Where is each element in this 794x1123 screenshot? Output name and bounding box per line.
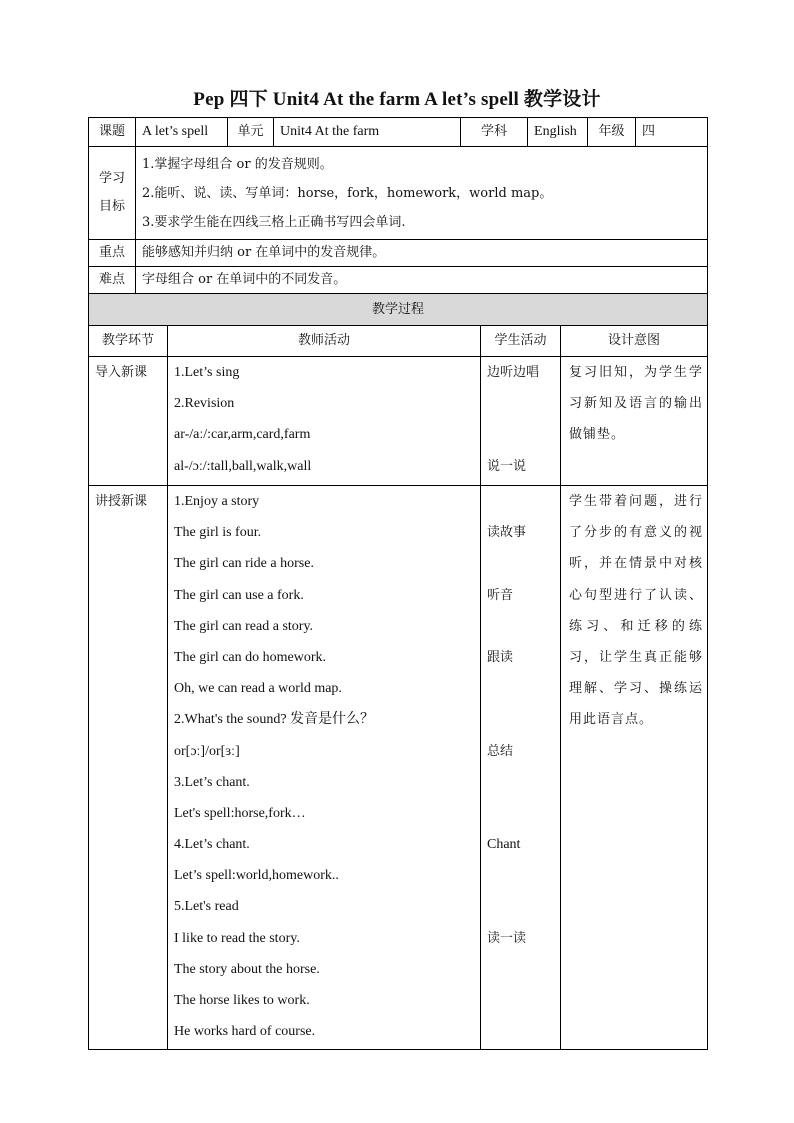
- teacher-line: Let’s spell:world,homework..: [174, 868, 339, 884]
- teacher-line: The girl can read a story.: [174, 618, 314, 634]
- teacher-line: The girl can ride a horse.: [174, 556, 314, 572]
- student-line: Chant: [487, 837, 521, 853]
- teach-purpose: 学生带着问题，进行了分步的有意义的视听，并在情景中对核心句型进行了认读、练习、和迁移的练习，让学生真正能够理解、学习、操练运用此语言点。: [561, 486, 708, 1050]
- student-line: [487, 798, 554, 829]
- intro-student: [481, 357, 561, 486]
- intro-purpose: 复习旧知，为学生学习新知及语言的输出做铺垫。: [561, 357, 708, 486]
- teach-row: [89, 486, 708, 1050]
- teach-teacher: [168, 486, 481, 1050]
- teacher-line: The horse likes to work.: [174, 993, 310, 1008]
- topic-value: A let’s spell: [136, 118, 228, 147]
- student-line: [487, 767, 554, 798]
- intro-stage: 导入新课: [89, 357, 168, 486]
- column-header-purpose: 设计意图: [561, 326, 708, 357]
- student-line: [487, 985, 554, 1016]
- teacher-line: The girl can do homework.: [174, 649, 327, 665]
- student-line: [487, 611, 554, 642]
- teacher-line: or[ɔː]/or[ɜː]: [174, 743, 240, 759]
- teacher-line: al-/ɔː/:tall,ball,walk,wall: [174, 458, 312, 474]
- teacher-line: 2.Revision: [174, 396, 235, 412]
- student-line: 读一读: [487, 930, 527, 946]
- student-line: [487, 548, 554, 579]
- objectives-label: 学习 目标: [89, 147, 136, 240]
- objective-item: 1.掌握字母组合 or 的发音规则。: [142, 156, 333, 172]
- teacher-line: I like to read the story.: [174, 930, 300, 946]
- column-header-row: [89, 326, 708, 357]
- grade-value: 四: [636, 118, 708, 147]
- student-line: [487, 891, 554, 922]
- student-line: 听音: [487, 587, 514, 603]
- difficulty-label: 难点: [89, 267, 136, 294]
- teacher-line: The girl can use a fork.: [174, 587, 304, 603]
- subject-label: 学科: [461, 118, 528, 147]
- key-point-row: [89, 240, 708, 267]
- student-line: 总结: [487, 743, 514, 759]
- column-header-teacher: 教师活动: [168, 326, 481, 357]
- topic-label: 课题: [89, 118, 136, 147]
- objective-item: 3.要求学生能在四线三格上正确书写四会单词.: [142, 214, 406, 230]
- subject-value: English: [528, 118, 588, 147]
- student-line: [487, 673, 554, 704]
- student-line: 边听边唱: [487, 365, 540, 380]
- teacher-line: Oh, we can read a world map.: [174, 681, 342, 697]
- header-row: [89, 118, 708, 147]
- column-header-student: 学生活动: [481, 326, 561, 357]
- student-line: [487, 388, 554, 419]
- teach-stage: 讲授新课: [89, 486, 168, 1050]
- key-point-label: 重点: [89, 240, 136, 267]
- teacher-line: 5.Let's read: [174, 899, 239, 915]
- teacher-line: 1.Enjoy a story: [174, 494, 260, 509]
- student-line: [487, 419, 554, 450]
- intro-teacher: [168, 357, 481, 486]
- teacher-line: ar-/aː/:car,arm,card,farm: [174, 427, 311, 443]
- difficulty-text: 字母组合 or 在单词中的不同发音。: [136, 267, 708, 294]
- student-line: [487, 860, 554, 891]
- process-header: 教学过程: [89, 294, 708, 326]
- teacher-line: 1.Let’s sing: [174, 365, 240, 380]
- teacher-line: 3.Let’s chant.: [174, 774, 250, 790]
- teach-student: [481, 486, 561, 1050]
- teacher-line: 4.Let’s chant.: [174, 837, 250, 853]
- objectives-row: [89, 147, 708, 240]
- grade-label: 年级: [588, 118, 636, 147]
- objective-item: 2.能听、说、读、写单词：horse，fork，homework，world map。: [142, 185, 553, 201]
- teacher-line: 2.What's the sound? 发音是什么？: [174, 712, 375, 728]
- unit-label: 单元: [228, 118, 274, 147]
- intro-row: [89, 357, 708, 486]
- key-point-text: 能够感知并归纳 or 在单词中的发音规律。: [136, 240, 708, 267]
- student-line: [487, 954, 554, 985]
- lesson-plan-table: [88, 117, 708, 1050]
- student-line: 说一说: [487, 458, 527, 474]
- process-header-row: [89, 294, 708, 326]
- objectives-list: [136, 147, 708, 240]
- teacher-line: The story about the horse.: [174, 961, 320, 977]
- student-line: [487, 486, 554, 517]
- column-header-stage: 教学环节: [89, 326, 168, 357]
- difficulty-row: [89, 267, 708, 294]
- page-title: Pep 四下 Unit4 At the farm A let’s spell 教学设计: [193, 89, 601, 110]
- teacher-line: Let's spell:horse,fork…: [174, 805, 306, 821]
- student-line: [487, 1016, 554, 1047]
- teacher-line: The girl is four.: [174, 525, 262, 541]
- unit-value: Unit4 At the farm: [274, 118, 461, 147]
- student-line: 跟读: [487, 649, 514, 665]
- teacher-line: He works hard of course.: [174, 1024, 316, 1040]
- student-line: 读故事: [487, 525, 527, 541]
- student-line: [487, 704, 554, 735]
